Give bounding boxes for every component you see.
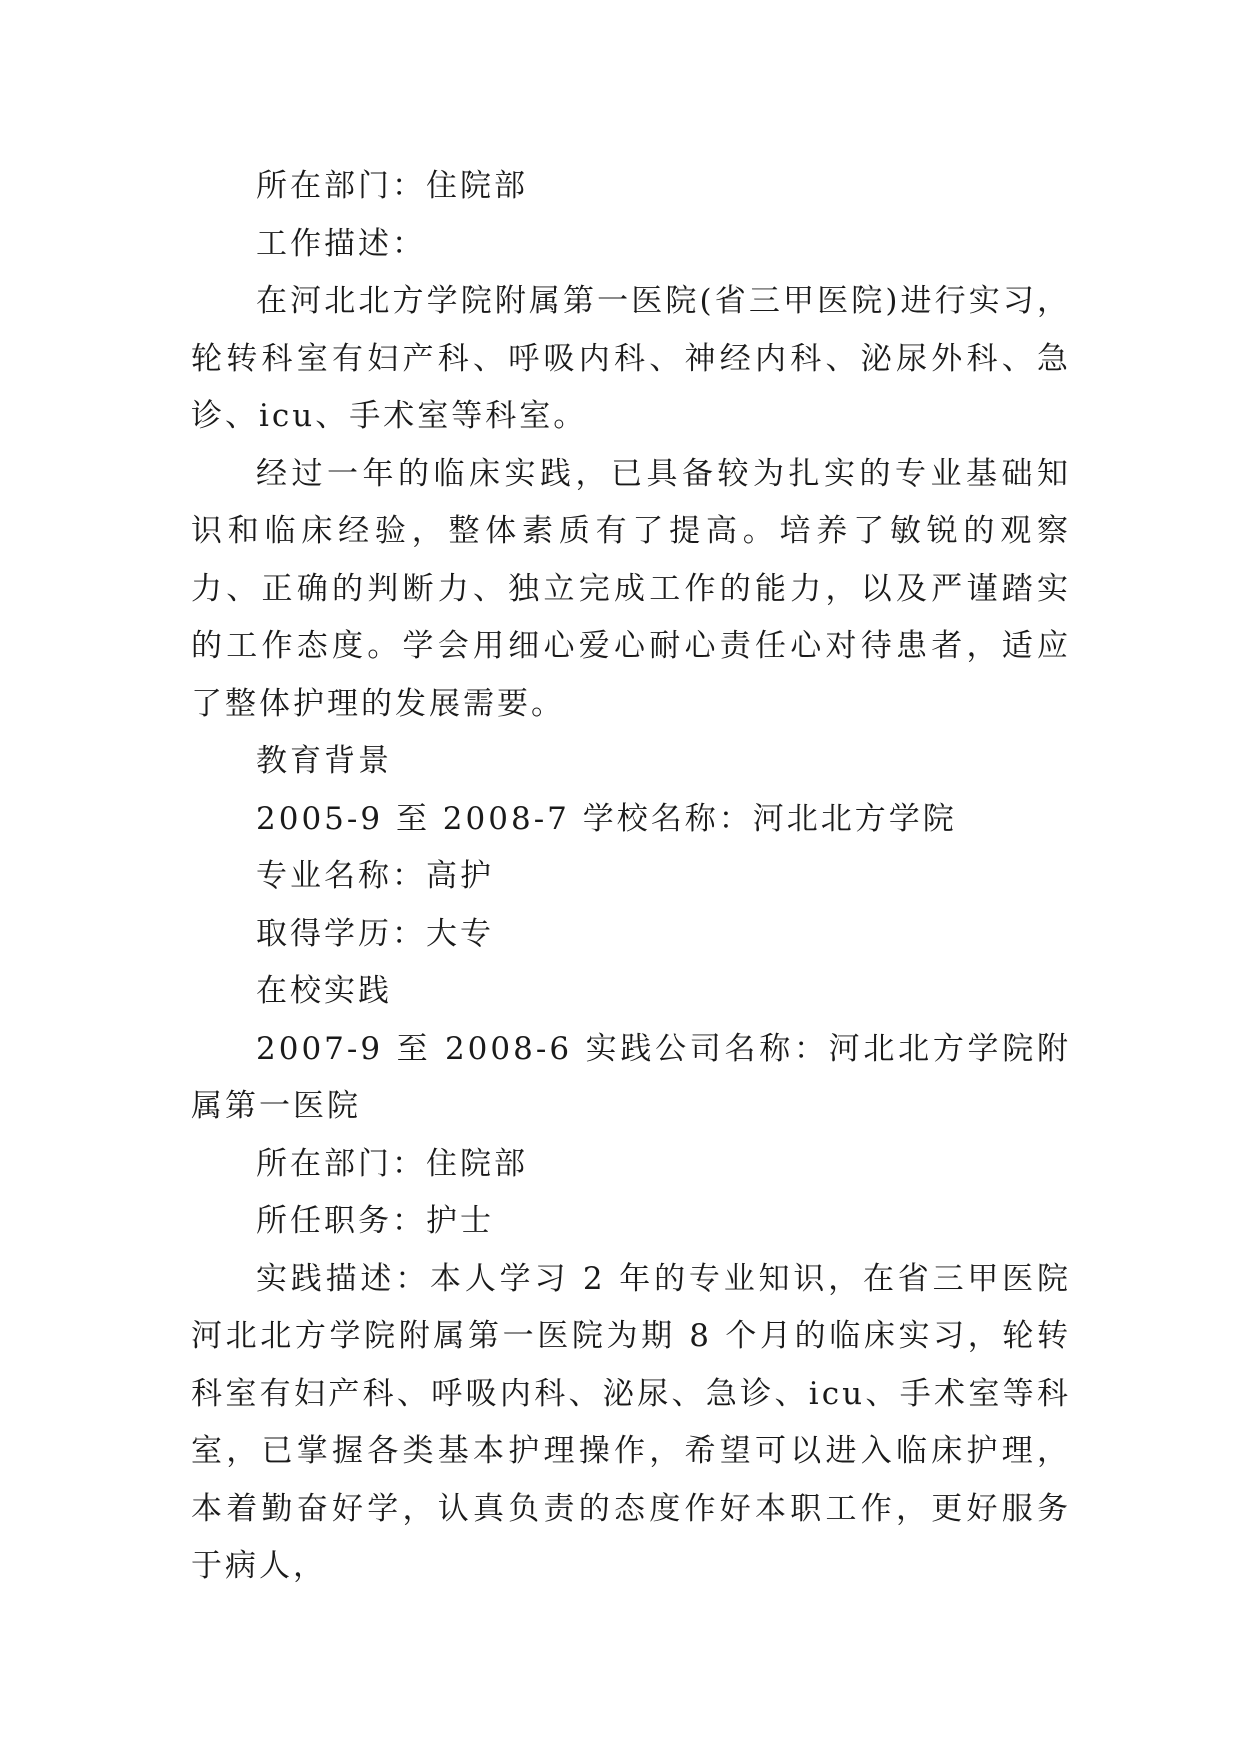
document-body xyxy=(191,158,1071,1596)
practice-company-line: 2007-9 至 2008-6 实践公司名称：河北北方学院附属第一医院 xyxy=(191,1030,1071,1124)
experience-paragraph: 经过一年的临床实践，已具备较为扎实的专业基础知识和临床经验，整体素质有了提高。培养了敏锐的观察力、正确的判断力、独立完成工作的能力，以及严谨踏实的工作态度。学会用细心爱心耐心责任心对待患者，适应了整体护理的发展需要。 xyxy=(191,455,1071,722)
practice-position-line: 所任职务：护士 xyxy=(256,1203,494,1239)
major-line: 专业名称：高护 xyxy=(256,858,494,894)
school-line: 2005-9 至 2008-7 学校名称：河北北方学院 xyxy=(256,800,957,837)
department-line: 所在部门：住院部 xyxy=(256,168,528,204)
work-description-heading: 工作描述： xyxy=(256,225,426,262)
education-heading: 教育背景 xyxy=(256,743,392,779)
internship-paragraph: 在河北北方学院附属第一医院(省三甲医院)进行实习，轮转科室有妇产科、呼吸内科、神经内科、泌尿外科、急诊、icu、手术室等科室。 xyxy=(191,283,1071,434)
degree-line: 取得学历：大专 xyxy=(256,915,494,952)
practice-department-line: 所在部门：住院部 xyxy=(256,1145,528,1182)
practice-description-paragraph: 实践描述：本人学习 2 年的专业知识，在省三甲医院河北北方学院附属第一医院为期 8 个月的临床实习，轮转科室有妇产科、呼吸内科、泌尿、急诊、icu、手术室等科室，已掌握各类基本护理操作，希望可以进入临床护理，本着勤奋好学，认真负责的态度作好本职工作，更好服务于病人， xyxy=(191,1260,1071,1584)
practice-heading: 在校实践 xyxy=(256,973,392,1009)
